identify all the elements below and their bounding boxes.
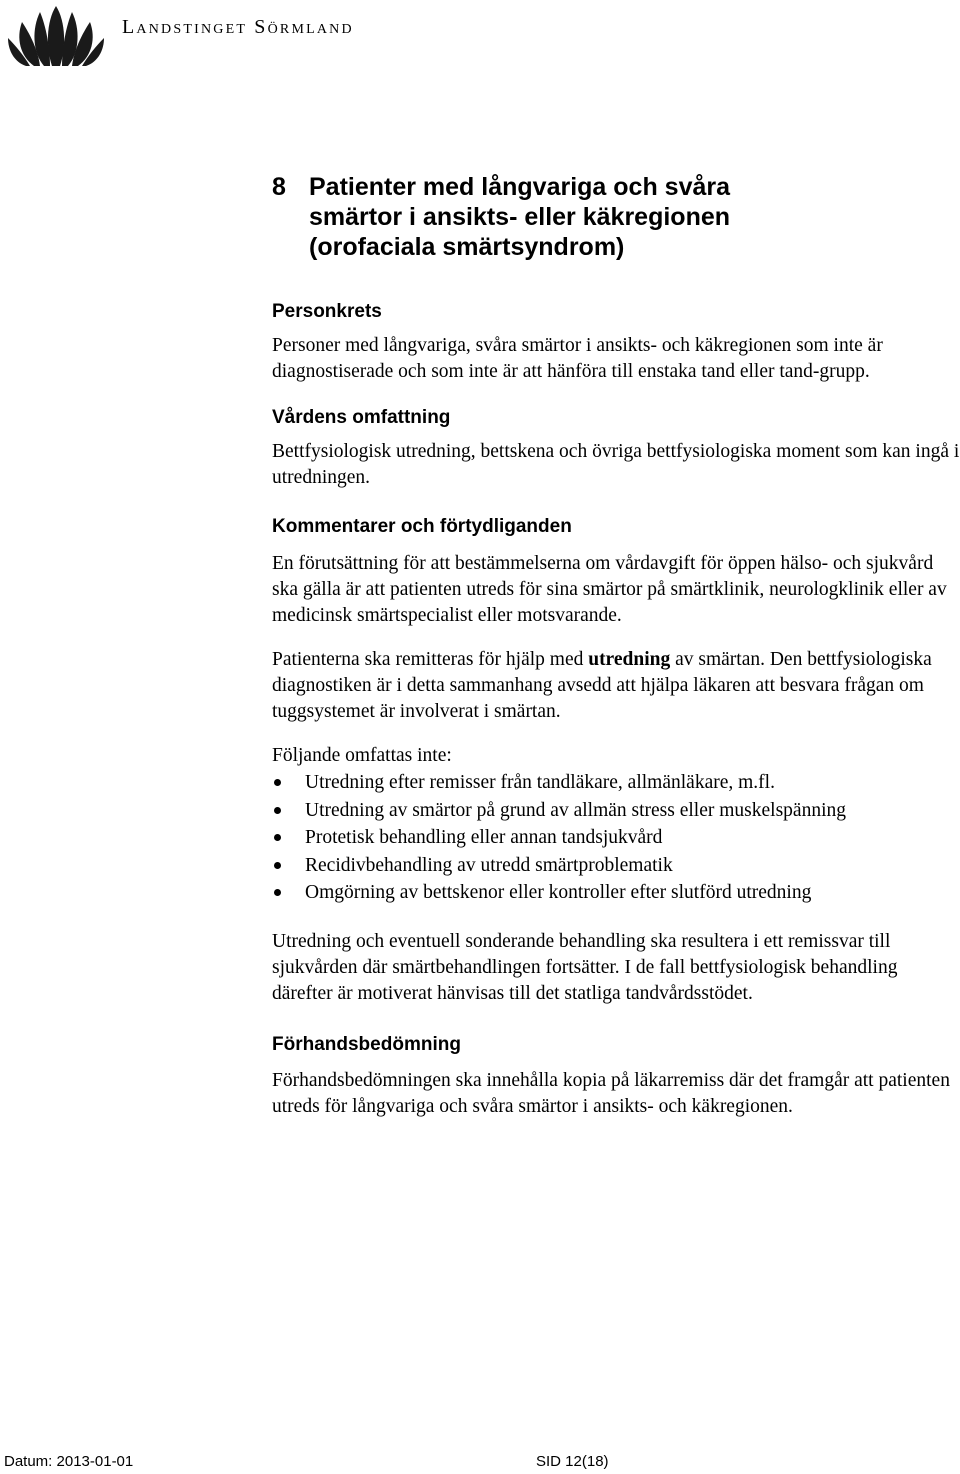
list-item-text: Recidivbehandling av utredd smärtproblematik (305, 854, 673, 876)
bullet-icon (274, 779, 281, 786)
bullet-icon (274, 807, 281, 814)
forhandsbedomning-text: Förhandsbedömningen ska innehålla kopia på läkarremiss där det framgår att patienten utreds för långvariga och svåra smärtor i ansikts- och käkregionen. (272, 1069, 950, 1117)
footer-date: Datum: 2013-01-01 (4, 1453, 134, 1470)
kommentarer-paragraph-2 (272, 647, 960, 725)
list-item (272, 852, 960, 880)
vardens-omfattning-heading: Vårdens omfattning (272, 407, 451, 428)
document-body (272, 172, 960, 1120)
organization-name: Landstinget Sörmland (122, 16, 354, 38)
kommentarer-p2-end: av smärtan. Den bettfysiologiska diagnostiken är i detta sammanhang avsedd att hjälpa läkaren att besvara frågan om tuggsystemet är involverat i smärtan. (272, 649, 932, 722)
list-item (272, 824, 960, 852)
kommentarer-p2-bold: utredning (588, 649, 671, 670)
list-item-text: Utredning efter remisser från tandläkare, allmänläkare, m.fl. (305, 772, 775, 793)
chapter-number: 8 (272, 173, 286, 201)
list-item (272, 769, 960, 797)
exclusions-intro: Följande omfattas inte: (272, 745, 452, 766)
kommentarer-paragraph-3: Utredning och eventuell sonderande behandling ska resultera i ett remissvar till sjukvården där smärtbehandlingen fortsätter. I de fall bettfysiologisk behandling därefter är motiverat hänvisas till det statliga tandvårdsstödet. (272, 930, 898, 1004)
vardens-omfattning-text: Bettfysiologisk utredning, bettskena och övriga bettfysiologiska moment som kan ingå i utredningen. (272, 441, 960, 488)
list-item (272, 879, 960, 907)
footer-page-number: SID 12(18) (536, 1453, 609, 1470)
kommentarer-p2-start: Patienterna ska remitteras för hjälp med (272, 649, 589, 670)
landstinget-sormland-logo (6, 4, 106, 68)
personkrets-heading: Personkrets (272, 301, 382, 322)
exclusions-list (272, 769, 960, 907)
chapter-heading (272, 172, 960, 262)
list-item-text: Omgörning av bettskenor eller kontroller efter slutförd utredning (305, 882, 812, 903)
bullet-icon (274, 834, 281, 841)
bullet-icon (274, 862, 281, 869)
forhandsbedomning-heading: Förhandsbedömning (272, 1033, 461, 1055)
kommentarer-paragraph-1: En förutsättning för att bestämmelserna om vårdavgift för öppen hälso- och sjukvård ska gälla är att patienten utreds för sina smärtor på smärtklinik, neurologklinik eller av medicinsk smärtspecialist eller motsvarande. (272, 553, 947, 626)
chapter-title: Patienter med långvariga och svåra smärtor i ansikts- eller käkregionen (orofaciala smärtsyndrom) (309, 173, 731, 261)
bullet-icon (274, 889, 281, 896)
kommentarer-heading: Kommentarer och förtydliganden (272, 516, 572, 537)
list-item-text: Utredning av smärtor på grund av allmän stress eller muskelspänning (305, 799, 846, 821)
list-item-text: Protetisk behandling eller annan tandsjukvård (305, 827, 663, 848)
personkrets-text: Personer med långvariga, svåra smärtor i ansikts- och käkregionen som inte är diagnostiserade och som inte är att hänföra till enstaka tand eller tand-grupp. (272, 335, 883, 382)
list-item (272, 797, 960, 825)
